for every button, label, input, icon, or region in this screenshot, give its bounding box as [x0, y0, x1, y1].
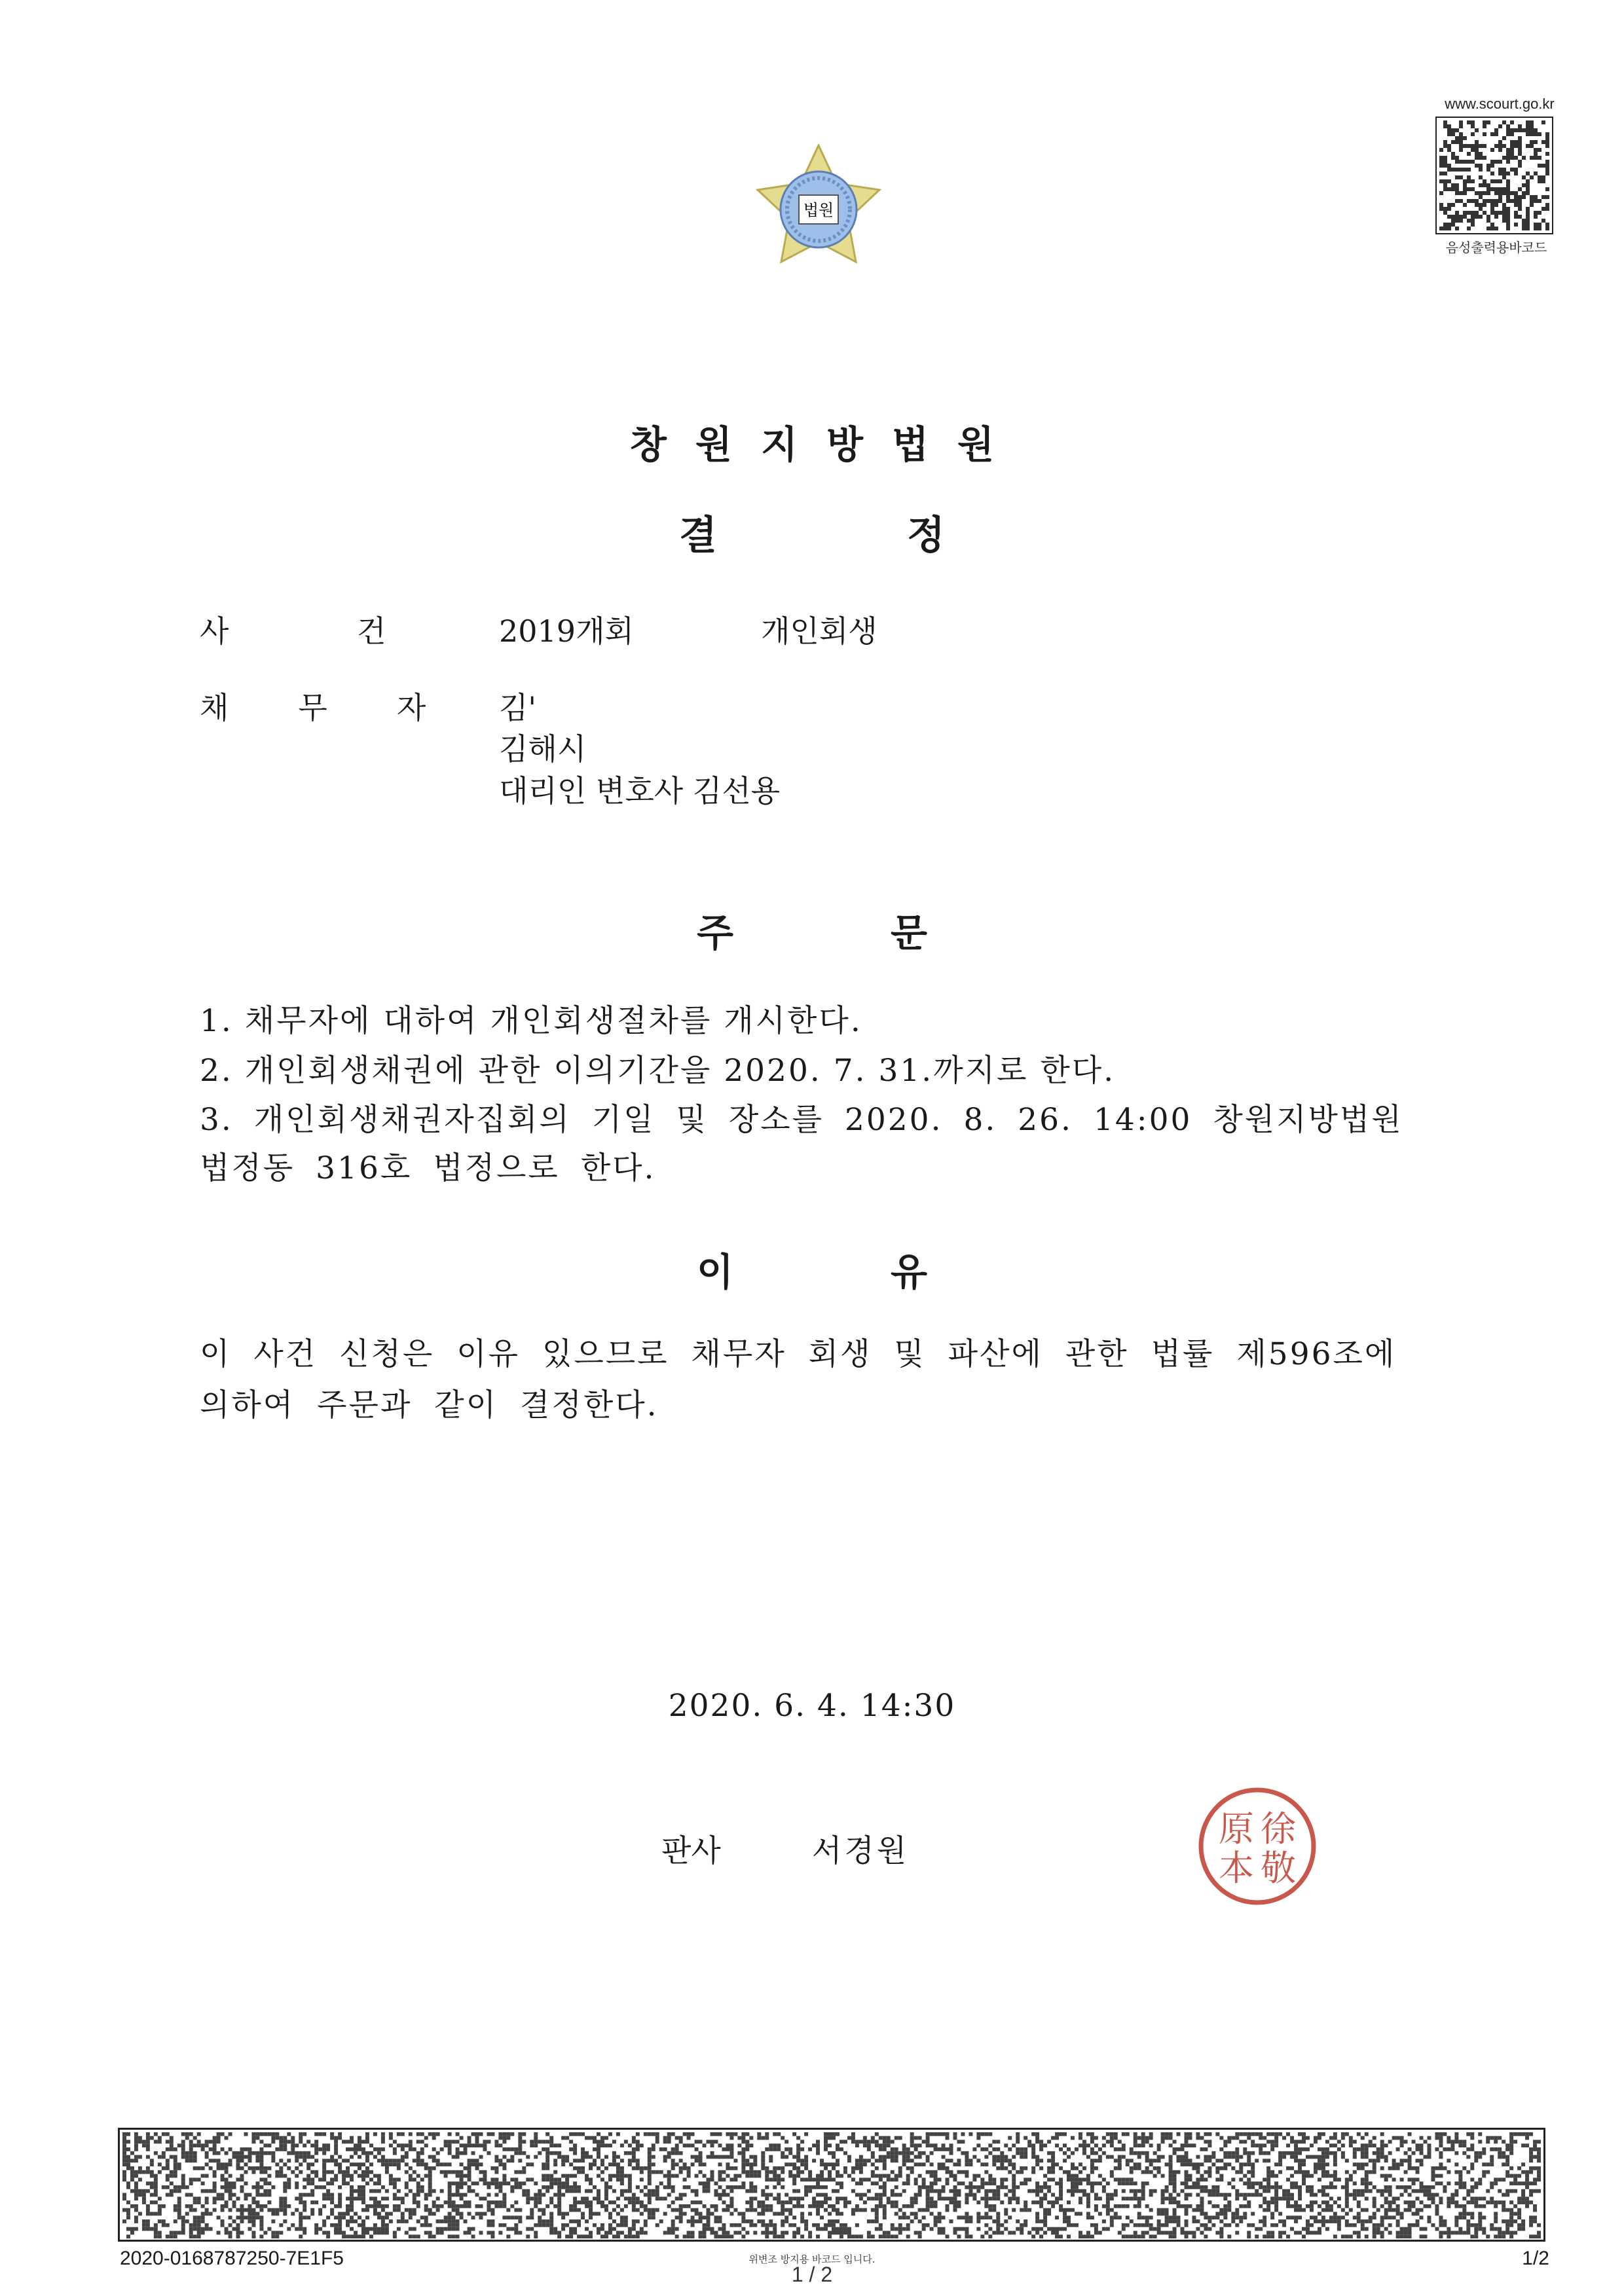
page-number-center: 1 / 2: [791, 2263, 833, 2286]
reason-heading: 이유: [696, 1250, 1085, 1294]
judge-seal-icon: [1192, 1781, 1323, 1912]
reason-body: 이 사건 신청은 이유 있으므로 채무자 회생 및 파산에 관한 법률 제596조에 의하여 주문과 같이 결정한다.: [200, 1336, 1397, 1423]
case-label-part-2: 건: [357, 613, 386, 649]
debtor-agent: 대리인 변호사 김선용: [499, 773, 781, 809]
document-title: 결정: [679, 513, 1135, 558]
barcode-caption: 위변조 방지용 바코드 입니다.: [748, 2253, 876, 2265]
svg-text:原: 原: [1219, 1808, 1254, 1850]
judge-name: 서경원: [812, 1833, 910, 1869]
court-name: 창원지방법원: [629, 422, 1024, 467]
case-number: 2019개회: [499, 613, 634, 649]
judge-title: 판사: [661, 1833, 721, 1869]
order-heading: 주문: [696, 911, 1085, 955]
qr-code-icon: [1435, 117, 1553, 234]
document-id: 2020-0168787250-7E1F5: [120, 2248, 344, 2269]
order-item: 2. 개인회생채권에 관한 이의기간을 2020. 7. 31.까지로 한다.: [200, 1053, 1116, 1089]
decision-date: 2020. 6. 4. 14:30: [668, 1688, 956, 1724]
court-emblem-icon: [733, 144, 904, 275]
debtor-name: 김': [499, 690, 537, 725]
order-item: 3. 개인회생채권자집회의 기일 및 장소를 2020. 8. 26. 14:00 창원지방법원 법정동 316호 법정으로 한다.: [200, 1102, 1403, 1186]
qr-url: www.scourt.go.kr: [1445, 96, 1555, 112]
order-item: 1. 채무자에 대하여 개인회생절차를 개시한다.: [200, 1003, 862, 1039]
svg-text:徐: 徐: [1261, 1808, 1296, 1850]
case-type: 개인회생: [761, 613, 877, 649]
anti-forgery-barcode: [118, 2128, 1545, 2242]
page-number-right: 1/2: [1522, 2248, 1549, 2269]
qr-caption: 음성출력용바코드: [1445, 240, 1547, 255]
svg-text:敬: 敬: [1261, 1848, 1296, 1889]
emblem-text: 법원: [803, 201, 834, 219]
debtor-address: 김해시: [499, 731, 587, 767]
debtor-label: 채무자: [200, 690, 496, 725]
case-label-part-1: 사: [200, 613, 229, 649]
svg-text:本: 本: [1219, 1848, 1254, 1889]
